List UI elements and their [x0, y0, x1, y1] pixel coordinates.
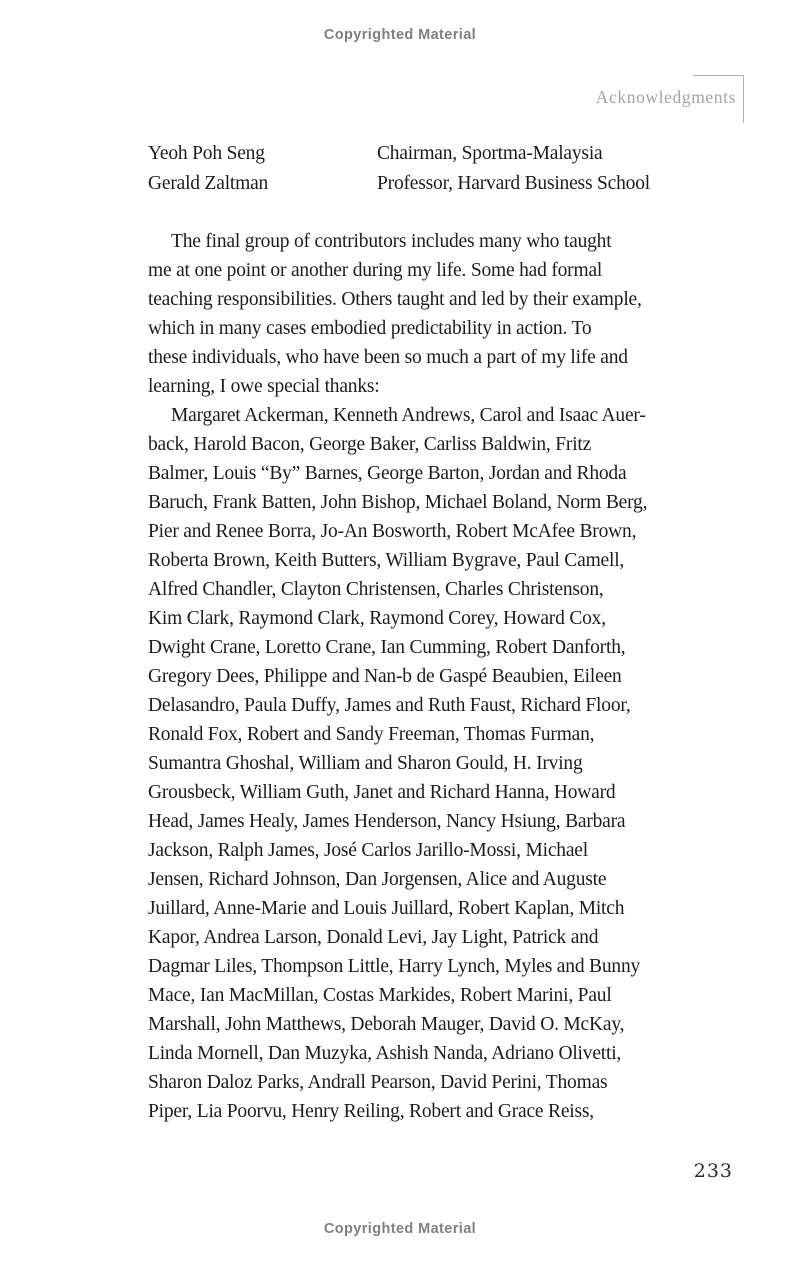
- text-line: which in many cases embodied predictability in action. To: [148, 318, 592, 339]
- contributor-name: Gerald Zaltman: [148, 173, 269, 194]
- text-line: Jensen, Richard Johnson, Dan Jorgensen, Alice and Auguste: [148, 869, 607, 890]
- text-line: Gregory Dees, Philippe and Nan-b de Gaspé Beaubien, Eileen: [148, 666, 622, 687]
- text-line: Dagmar Liles, Thompson Little, Harry Lynch, Myles and Bunny: [148, 956, 641, 977]
- text-line: Alfred Chandler, Clayton Christensen, Charles Christenson,: [148, 579, 604, 600]
- text-line: Kim Clark, Raymond Clark, Raymond Corey, Howard Cox,: [148, 608, 606, 629]
- text-line: Marshall, John Matthews, Deborah Mauger, David O. McKay,: [148, 1014, 625, 1035]
- text-line: Jackson, Ralph James, José Carlos Jarillo-Mossi, Michael: [148, 840, 588, 861]
- text-line: Grousbeck, William Guth, Janet and Richard Hanna, Howard: [148, 782, 616, 803]
- contributor-name: Yeoh Poh Seng: [148, 143, 265, 164]
- text-line: Juillard, Anne-Marie and Louis Juillard, Robert Kaplan, Mitch: [148, 898, 625, 919]
- page-number: 233: [693, 1160, 733, 1182]
- text-line: The final group of contributors includes many who taught: [171, 231, 612, 252]
- text-line: Pier and Renee Borra, Jo-An Bosworth, Robert McAfee Brown,: [148, 521, 637, 542]
- contributor-title: Professor, Harvard Business School: [377, 173, 650, 194]
- text-line: Dwight Crane, Loretto Crane, Ian Cumming, Robert Danforth,: [148, 637, 626, 658]
- contributor-table: [148, 139, 758, 199]
- name-list-paragraph: [148, 401, 760, 1126]
- intro-paragraph: [148, 227, 760, 401]
- text-line: Linda Mornell, Dan Muzyka, Ashish Nanda, Adriano Olivetti,: [148, 1043, 622, 1064]
- contributor-row: [148, 169, 758, 199]
- text-line: Margaret Ackerman, Kenneth Andrews, Carol and Isaac Auer-: [171, 405, 646, 426]
- copyright-watermark-top: Copyrighted Material: [323, 27, 477, 43]
- text-line: me at one point or another during my life. Some had formal: [148, 260, 603, 281]
- text-line: Head, James Healy, James Henderson, Nancy Hsiung, Barbara: [148, 811, 626, 832]
- running-head: Acknowledgments: [595, 87, 736, 107]
- copyright-watermark-bottom: Copyrighted Material: [323, 1221, 477, 1237]
- text-line: these individuals, who have been so much a part of my life and: [148, 347, 628, 368]
- text-line: Piper, Lia Poorvu, Henry Reiling, Robert and Grace Reiss,: [148, 1101, 594, 1122]
- contributor-row: [148, 139, 758, 169]
- text-line: Delasandro, Paula Duffy, James and Ruth Faust, Richard Floor,: [148, 695, 631, 716]
- text-line: Balmer, Louis “By” Barnes, George Barton, Jordan and Rhoda: [148, 463, 627, 484]
- body-text: [148, 227, 760, 1126]
- text-line: Sharon Daloz Parks, Andrall Pearson, David Perini, Thomas: [148, 1072, 608, 1093]
- text-line: learning, I owe special thanks:: [148, 376, 380, 397]
- text-line: Baruch, Frank Batten, John Bishop, Michael Boland, Norm Berg,: [148, 492, 648, 513]
- text-line: teaching responsibilities. Others taught and led by their example,: [148, 289, 642, 310]
- text-line: Ronald Fox, Robert and Sandy Freeman, Thomas Furman,: [148, 724, 595, 745]
- contributor-title: Chairman, Sportma-Malaysia: [377, 143, 603, 164]
- text-line: Kapor, Andrea Larson, Donald Levi, Jay Light, Patrick and: [148, 927, 599, 948]
- text-line: Sumantra Ghoshal, William and Sharon Gould, H. Irving: [148, 753, 583, 774]
- text-line: Roberta Brown, Keith Butters, William Bygrave, Paul Camell,: [148, 550, 625, 571]
- text-line: back, Harold Bacon, George Baker, Carliss Baldwin, Fritz: [148, 434, 592, 455]
- text-line: Mace, Ian MacMillan, Costas Markides, Robert Marini, Paul: [148, 985, 612, 1006]
